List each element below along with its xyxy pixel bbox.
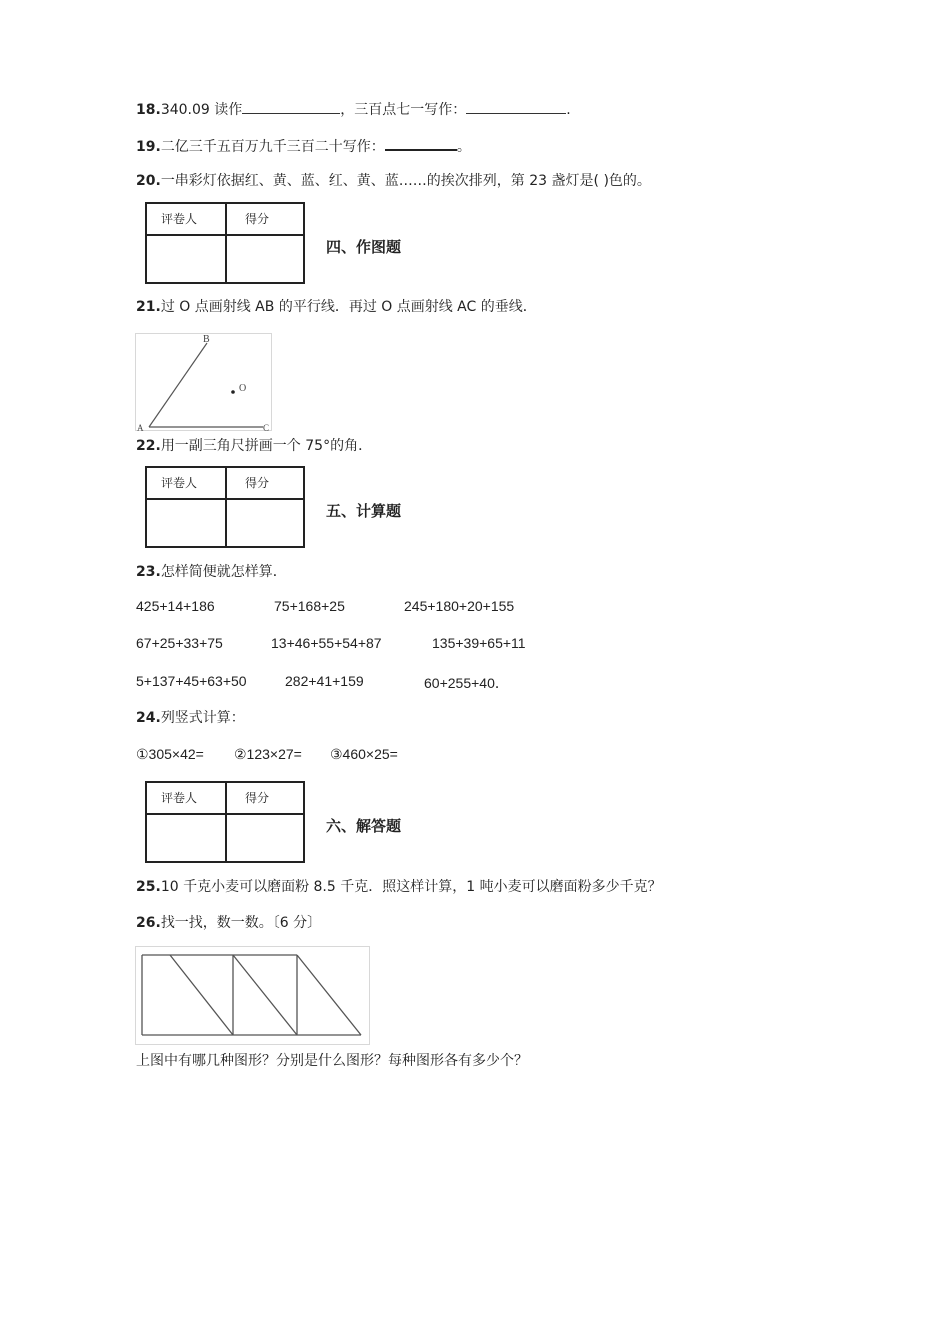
question-25 <box>136 877 662 897</box>
label-b: B <box>203 334 210 345</box>
question-20 <box>136 171 651 191</box>
question-number: 26. <box>136 915 161 931</box>
question-number: 19. <box>136 139 161 155</box>
question-text: ，三百点七一写作： <box>340 102 467 118</box>
question-number: 24. <box>136 710 161 726</box>
question-19 <box>136 135 471 157</box>
question-text: 找一找，数一数。〔6 分〕 <box>160 915 322 931</box>
vertical-calc-item: ②123×27= <box>234 746 302 762</box>
calc-expression: 425+14+186 <box>136 598 215 614</box>
grader-label: 评卷人 <box>161 476 198 490</box>
question-text: 怎样简便就怎样算． <box>160 564 287 580</box>
label-c: C <box>263 423 270 431</box>
question-number: 20. <box>136 173 161 189</box>
calc-expression: 5+137+45+63+50 <box>136 673 247 689</box>
section-title: 六、解答题 <box>326 817 402 835</box>
question-number: 23. <box>136 564 161 580</box>
score-label: 得分 <box>245 212 270 226</box>
score-table <box>145 202 305 284</box>
vertical-calc-item: ③460×25= <box>330 746 398 762</box>
vertical-calc-item: ①305×42= <box>136 746 204 762</box>
question-text: 。 <box>456 139 471 155</box>
score-label: 得分 <box>245 476 270 490</box>
question-text: 一串彩灯依据红、黄、蓝、红、黄、蓝……的挨次排列，第 23 盏灯是( )色的。 <box>160 173 651 189</box>
score-table <box>145 466 305 548</box>
ray-figure <box>135 333 272 431</box>
score-table-divider <box>225 468 227 546</box>
calc-expression: 13+46+55+54+87 <box>271 635 382 651</box>
score-table <box>145 781 305 863</box>
question-22 <box>136 436 372 456</box>
calc-expression: 75+168+25 <box>274 598 345 614</box>
calc-expression: 60+255+40． <box>424 675 509 691</box>
calc-expression: 282+41+159 <box>285 673 364 689</box>
question-21 <box>136 297 537 317</box>
question-24 <box>136 708 245 728</box>
score-table-divider <box>225 204 227 282</box>
question-number: 18. <box>136 102 161 118</box>
score-label: 得分 <box>245 791 270 805</box>
question-text: 列竖式计算： <box>160 710 245 726</box>
label-o: O <box>239 383 247 394</box>
score-table-divider <box>225 783 227 861</box>
grader-label: 评卷人 <box>161 791 198 805</box>
figure-frame <box>136 947 370 1045</box>
section-title: 四、作图题 <box>326 238 402 256</box>
question-23 <box>136 562 287 582</box>
shapes-figure <box>135 946 370 1045</box>
grader-label: 评卷人 <box>161 212 198 226</box>
answer-blank[interactable] <box>466 99 566 114</box>
question-number: 25. <box>136 879 161 895</box>
question-text: . <box>566 102 571 118</box>
question-text: 二亿三千五百万九千三百二十写作： <box>160 139 385 155</box>
answer-blank[interactable] <box>242 99 340 114</box>
calc-expression: 245+180+20+155 <box>404 598 515 614</box>
calc-expression: 67+25+33+75 <box>136 635 223 651</box>
question-number: 22. <box>136 438 161 454</box>
question-text: 过 O 点画射线 AB 的平行线．再过 O 点画射线 AC 的垂线． <box>160 299 537 315</box>
point-o <box>231 390 235 394</box>
question-number: 21. <box>136 299 161 315</box>
question-26 <box>136 913 321 933</box>
section-title: 五、计算题 <box>326 502 402 520</box>
question-18 <box>136 99 571 120</box>
label-a: A <box>137 423 144 431</box>
question-26-followup: 上图中有哪几种图形？分别是什么图形？每种图形各有多少个？ <box>136 1053 528 1069</box>
question-text: 340.09 读作 <box>160 102 243 118</box>
calc-expression: 135+39+65+11 <box>432 635 526 651</box>
answer-blank[interactable] <box>385 135 457 151</box>
question-text: 10 千克小麦可以磨面粉 8.5 千克．照这样计算，1 吨小麦可以磨面粉多少千克？ <box>160 879 662 895</box>
question-text: 用一副三角尺拼画一个 75°的角． <box>160 438 373 454</box>
